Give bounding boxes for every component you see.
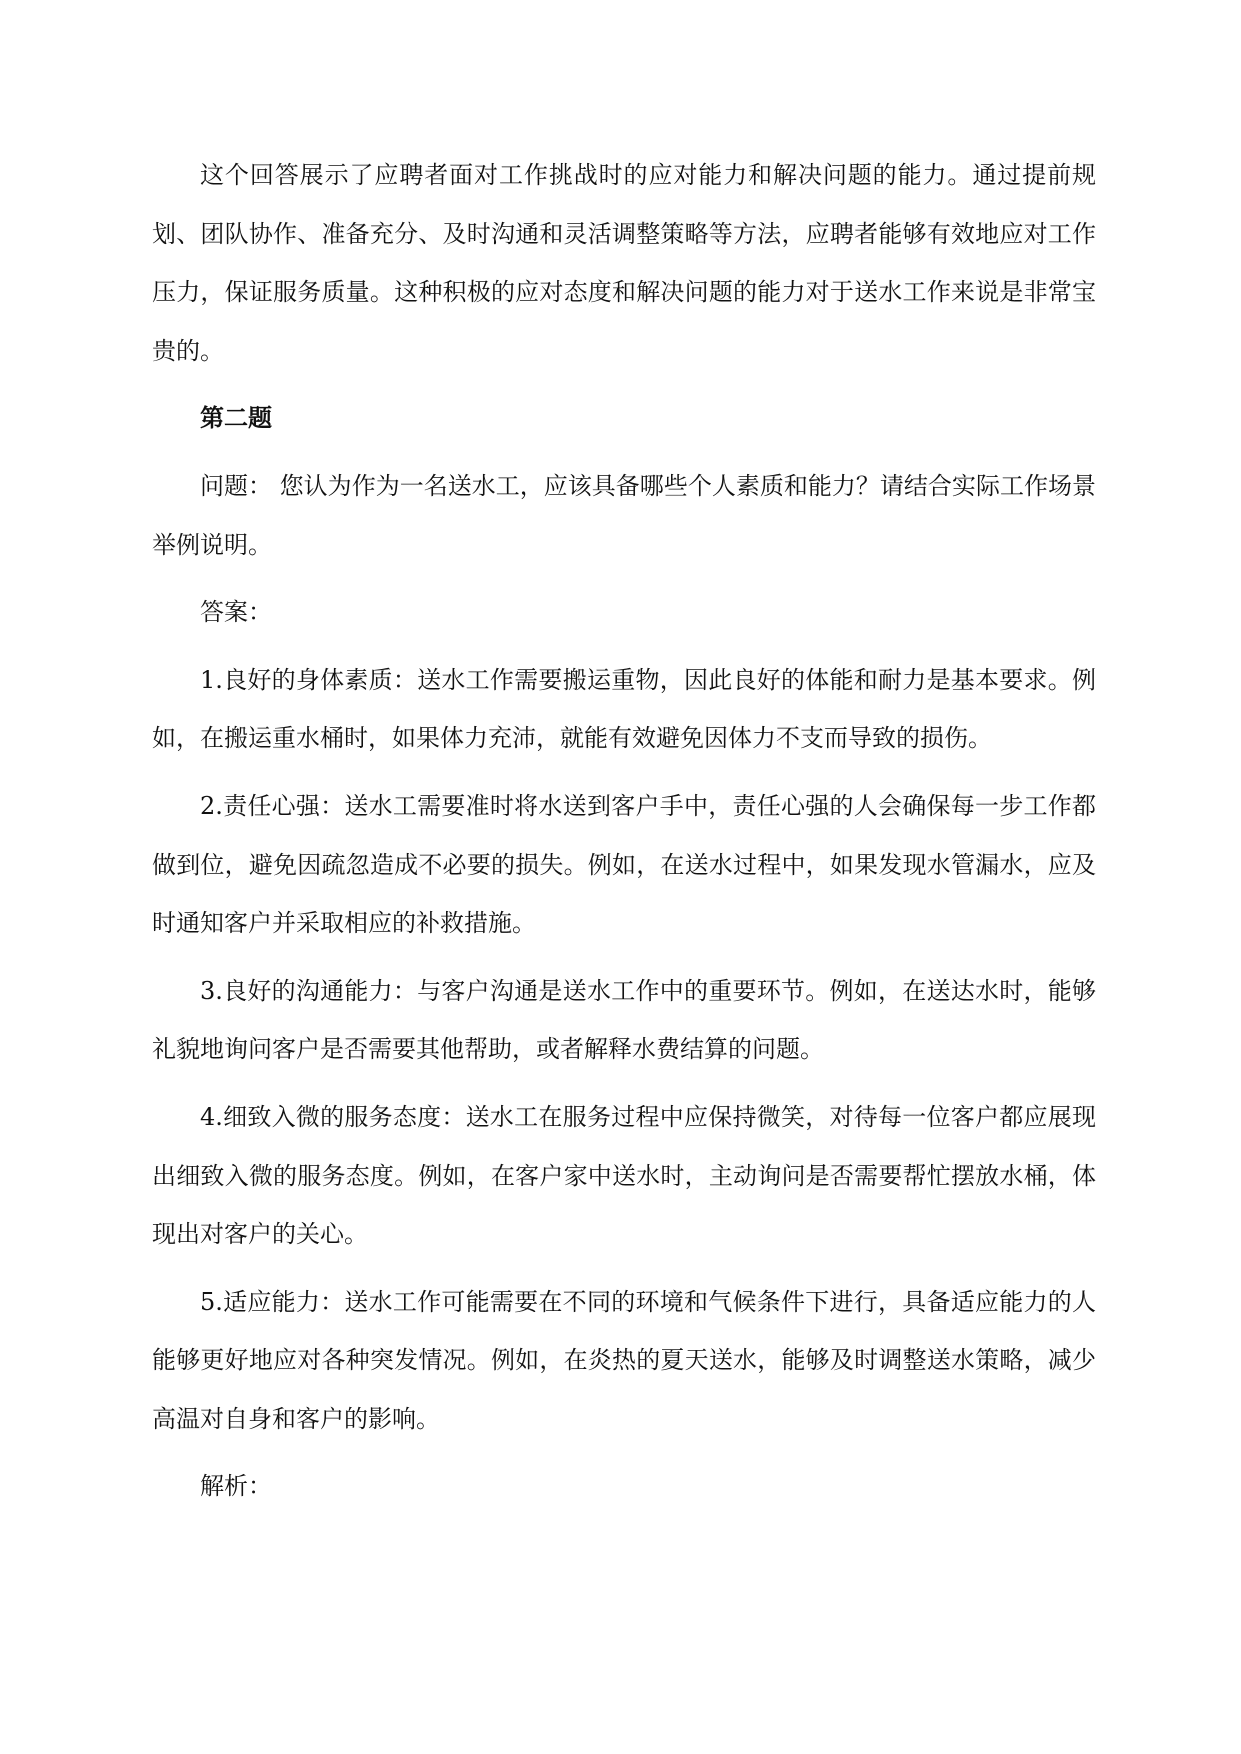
answer-item-3: 3.良好的沟通能力：与客户沟通是送水工作中的重要环节。例如，在送达水时，能够礼貌地询问客户是否需要其他帮助，或者解释水费结算的问题。 xyxy=(152,976,1096,1064)
answer-item-5: 5.适应能力：送水工作可能需要在不同的环境和气候条件下进行，具备适应能力的人能够更好地应对各种突发情况。例如，在炎热的夏天送水，能够及时调整送水策略，减少高温对自身和客户的影响。 xyxy=(152,1287,1096,1433)
answer-item-1: 1.良好的身体素质：送水工作需要搬运重物，因此良好的体能和耐力是基本要求。例如，在搬运重水桶时，如果体力充沛，就能有效避免因体力不支而导致的损伤。 xyxy=(152,665,1096,753)
answer-item-2: 2.责任心强：送水工需要准时将水送到客户手中，责任心强的人会确保每一步工作都做到位，避免因疏忽造成不必要的损失。例如，在送水过程中，如果发现水管漏水，应及时通知客户并采取相应的补救措施。 xyxy=(152,791,1096,938)
section-heading: 第二题 xyxy=(200,404,272,433)
intro-paragraph: 这个回答展示了应聘者面对工作挑战时的应对能力和解决问题的能力。通过提前规划、团队协作、准备充分、及时沟通和灵活调整策略等方法，应聘者能够有效地应对工作压力，保证服务质量。这种积极的应对态度和解决问题的能力对于送水工作来说是非常宝贵的。 xyxy=(152,161,1096,365)
question-paragraph: 问题： 您认为作为一名送水工，应该具备哪些个人素质和能力？请结合实际工作场景举例说明。 xyxy=(152,471,1096,559)
answer-item-4: 4.细致入微的服务态度：送水工在服务过程中应保持微笑，对待每一位客户都应展现出细致入微的服务态度。例如，在客户家中送水时，主动询问是否需要帮忙摆放水桶，体现出对客户的关心。 xyxy=(152,1102,1096,1249)
answer-label: 答案： xyxy=(200,598,272,627)
analysis-label: 解析： xyxy=(200,1472,272,1501)
document-body xyxy=(152,146,1096,1525)
